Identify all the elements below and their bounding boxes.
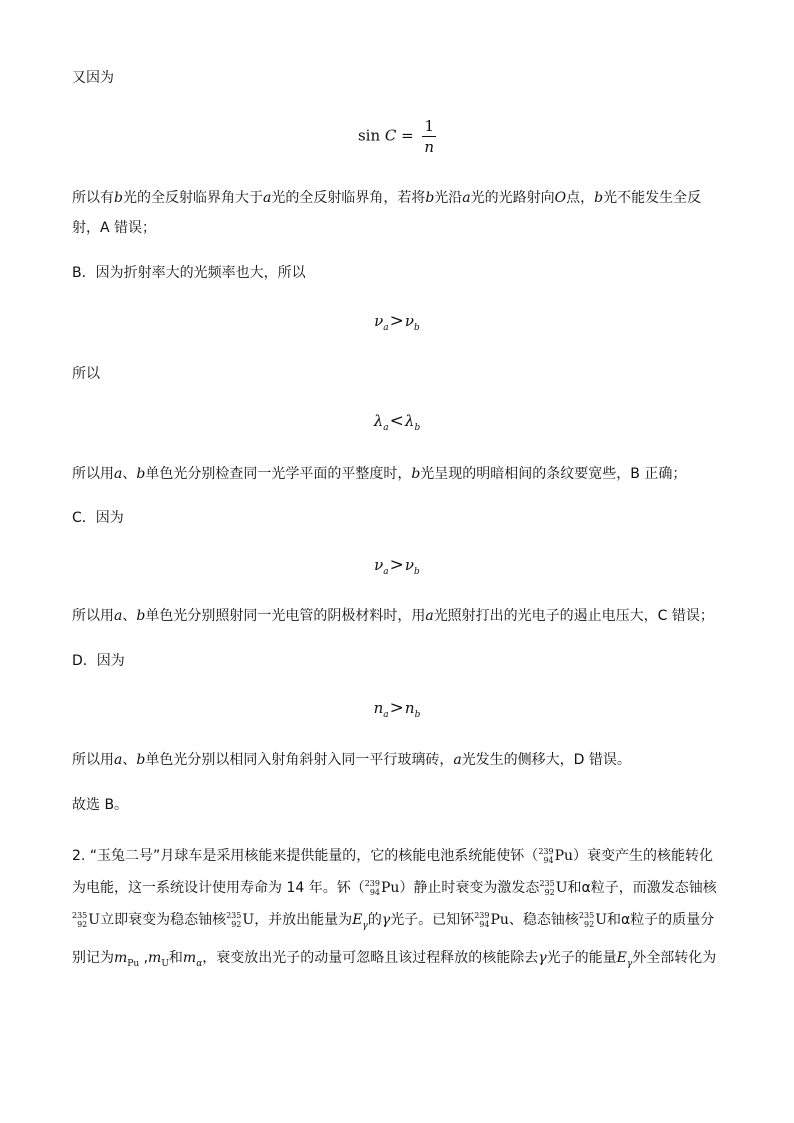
paragraph-c-conclusion: 所以用a、b单色光分别照射同一光电管的阴极材料时，用a光照射打出的光电子的遏止电压大，C 错误； <box>72 608 714 624</box>
paragraph-c-heading: C．因为 <box>72 510 124 526</box>
nuclide-pu: 239 94 Pu <box>538 847 574 865</box>
equation-frequency-1: $\nu_a>\nu_b$ <box>374 311 420 333</box>
nuclide-u: 235 92 U <box>72 911 101 929</box>
fraction: $\frac{1}{n}$ <box>424 117 435 156</box>
paragraph-b-conclusion: 所以用a、b单色光分别检查同一光学平面的平整度时，b光呈现的明暗相间的条纹要宽些，B 正确； <box>72 466 687 482</box>
equation-refractive-index: $n_a>n_b$ <box>373 698 421 720</box>
paragraph-answer: 故选 B。 <box>72 797 129 813</box>
nuclide-pu: 239 94 Pu <box>364 879 400 897</box>
paragraph-d-heading: D．因为 <box>72 653 125 669</box>
paragraph-therefore: 所以 <box>72 366 100 382</box>
paragraph-b-heading: B．因为折射率大的光频率也大，所以 <box>72 265 306 281</box>
nuclide-u: 235 92 U <box>578 911 607 929</box>
equation-frequency-2: $\nu_a>\nu_b$ <box>374 555 420 577</box>
nuclide-pu: 239 94 Pu <box>474 911 509 929</box>
equation-sin-c: sin C = $\frac{1}{n}$ <box>357 117 435 156</box>
paragraph-d-conclusion: 所以用a、b单色光分别以相同入射角斜射入同一平行玻璃砖，a光发生的侧移大，D 错误。 <box>72 752 631 768</box>
question-2: 2. “玉兔二号”月球车是采用核能来提供能量的，它的核能电池系统能使钚（ 239 94 Pu）衰变产生的核能转化为电能，这一系统设计使用寿命为 14 年。钚（ 239 94 Pu）静止时衰变为激发态 235 92 U和α粒子，而激发态铀核 235 92 U立即衰变为稳态铀核 235 92 U，并放出能量为$E_\gamma$的γ光子。已知钚 239 94 Pu、稳态铀核 235 92 U和α粒子的质量分别记为$m_{Pu}$ $,m_U$和$m_\alpha$，衰变放出光子的动量可忽略且该过程释放的核能除去γ光子的能量$E_\gamma$外全部转化为 <box>72 840 722 980</box>
paragraph-intro: 又因为 <box>72 70 114 86</box>
equation-wavelength: $\lambda_a<\lambda_b$ <box>373 411 421 433</box>
nuclide-u: 235 92 U <box>226 911 255 929</box>
nuclide-u: 235 92 U <box>539 879 568 897</box>
paragraph-a-explanation: 所以有b光的全反射临界角大于a光的全反射临界角，若将b光沿a光的光路射向O点，b光不能发生全反射，A 错误； <box>72 190 702 236</box>
